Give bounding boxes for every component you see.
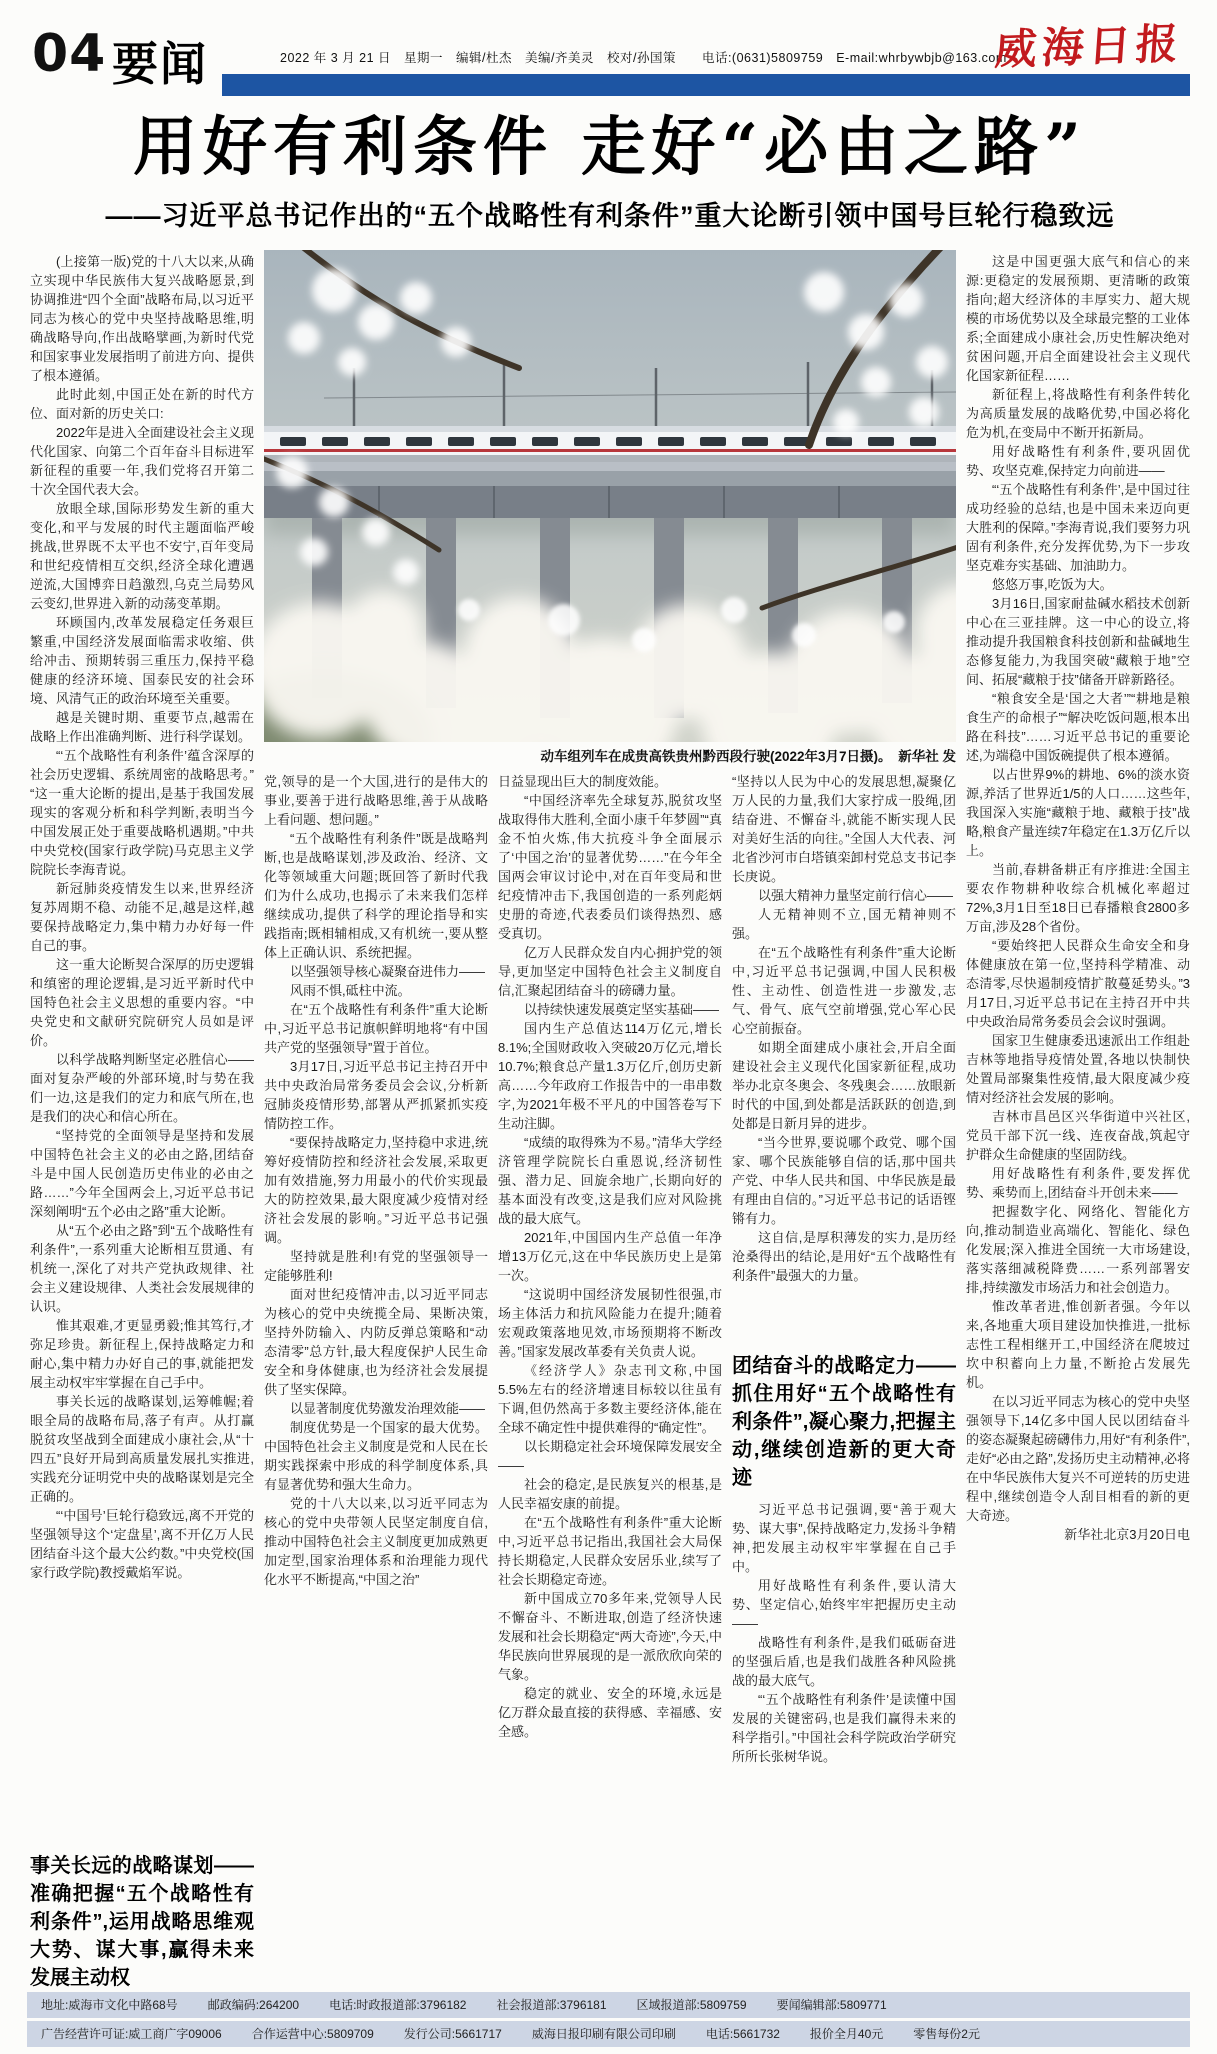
- footer-item: 社会报道部:3796181: [496, 1998, 607, 2012]
- section-heading-2: 团结奋斗的战略定力——抓住用好“五个战略性有利条件”,凝心聚力,把握主动,继续创造新的更大奇迹: [732, 1355, 956, 1489]
- paragraph: 面对世纪疫情冲击,以习近平同志为核心的党中央统揽全局、果断决策,坚持外防输入、内防反弹总策略和“动态清零”总方针,最大程度保护人民生命安全和身体健康,也为经济社会发展提供了坚实保障。: [264, 1287, 488, 1397]
- paragraph: 社会的稳定,是民族复兴的根基,是人民幸福安康的前提。: [498, 1477, 722, 1511]
- header-divider-bar: [222, 74, 1190, 96]
- column-5-text: [966, 252, 1190, 1544]
- paragraph: 在“五个战略性有利条件”重大论断中,习近平总书记旗帜鲜明地将“有中国共产党的坚强领导”置于首位。: [264, 1002, 488, 1055]
- paragraph: 3月16日,国家耐盐碱水稻技术创新中心在三亚挂牌。这一中心的设立,将推动提升我国粮食科技创新和盐碱地生态修复能力,为我国突破“藏粮于地”空间、拓展“藏粮于技”储备开辟新路径。: [966, 596, 1190, 687]
- paragraph: 这自信,是厚积薄发的实力,是历经沧桑得出的结论,是用好“五个战略性有利条件”最强大的力量。: [732, 1230, 956, 1283]
- footer-row-2: [27, 2021, 1190, 2047]
- column-4-bottom-text: [732, 1500, 956, 1766]
- paragraph: “当今世界,要说哪个政党、哪个国家、哪个民族能够自信的话,那中国共产党、中华人民共和国、中华民族是最有理由自信的。”习近平总书记的话语铿锵有力。: [732, 1135, 956, 1226]
- footer-item: 要闻编辑部:5809771: [776, 1998, 887, 2012]
- footer-item: 广告经营许可证:威工商广字09006: [41, 2027, 222, 2041]
- paragraph: 风雨不惧,砥柱中流。: [290, 983, 411, 998]
- paragraph: 在“五个战略性有利条件”重大论断中,习近平总书记强调,中国人民积极性、主动性、创造性进一步激发,志气、骨气、底气空前增强,党心军心民心空前振奋。: [732, 945, 956, 1036]
- footer-item: 电话:5661732: [705, 2027, 780, 2041]
- paragraph: 以长期稳定社会环境保障发展安全——: [498, 1439, 722, 1473]
- paragraph: “五个战略性有利条件”既是战略判断,也是战略谋划,涉及政治、经济、文化等领域重大问题;既回答了新时代我们为什么成功,也揭示了未来我们怎样继续成功,提供了科学的理论指导和实践指南;既相辅相成,又有机统一,要从整体上正确认识、系统把握。: [264, 831, 488, 960]
- paragraph: 《经济学人》杂志刊文称,中国5.5%左右的经济增速目标较以往虽有下调,但仍然高于多数主要经济体,能在全球不确定性中提供难得的“确定性”。: [498, 1363, 722, 1435]
- paragraph: 新中国成立70多年来,党领导人民不懈奋斗、不断进取,创造了经济快速发展和社会长期稳定“两大奇迹”,今天,中华民族向世界展现的是一派欣欣向荣的气象。: [498, 1591, 722, 1682]
- column-1-text: [30, 252, 254, 1842]
- paragraph: 新征程上,将战略性有利条件转化为高质量发展的战略优势,中国必将化危为机,在变局中不断开拓新局。: [966, 387, 1190, 440]
- paragraph: 2022年是进入全面建设社会主义现代化国家、向第二个百年奋斗目标进军新征程的重要一年,我们党将召开第二十次全国代表大会。: [30, 425, 254, 497]
- train-blossom-photo: [264, 250, 956, 742]
- paragraph: “粮食安全是‘国之大者’”“耕地是粮食生产的命根子”“解决吃饭问题,根本出路在科技”……习近平总书记的重要论述,为端稳中国饭碗提供了根本遵循。: [966, 691, 1190, 763]
- paragraph: 惟改革者进,惟创新者强。今年以来,各地重大项目建设加快推进,一批标志性工程相继开工,中国经济在爬坡过坎中积蓄向上力量,不断抢占发展先机。: [966, 1299, 1190, 1390]
- masthead-logo: 威海日报: [993, 18, 1185, 75]
- paragraph: 以占世界9%的耕地、6%的淡水资源,养活了世界近1/5的人口……这些年,我国深入实施“藏粮于地、藏粮于技”战略,粮食产量连续7年稳定在1.3万亿斤以上。: [966, 767, 1190, 858]
- paragraph: 党,领导的是一个大国,进行的是伟大的事业,要善于进行战略思维,善于从战略上看问题、想问题。”: [264, 774, 488, 827]
- paragraph: 惟其艰难,才更显勇毅;惟其笃行,才弥足珍贵。新征程上,保持战略定力和耐心,集中精力办好自己的事,就能把发展主动权牢牢掌握在自己手中。: [30, 1318, 254, 1390]
- paragraph: 在以习近平同志为核心的党中央坚强领导下,14亿多中国人民以团结奋斗的姿态凝聚起磅礴伟力,用好“有利条件”,走好“必由之路”,发扬历史主动精神,必将在中华民族伟大复兴不可逆转的历史进程中,继续创造令人刮目相看的新的更大奇迹。: [966, 1394, 1190, 1523]
- footer-item: 区域报道部:5809759: [636, 1998, 747, 2012]
- footer-item: 发行公司:5661717: [403, 2027, 502, 2041]
- footer-item: 地址:威海市文化中路68号: [41, 1998, 178, 2012]
- paragraph: 在“五个战略性有利条件”重大论断中,习近平总书记指出,我国社会大局保持长期稳定,人民群众安居乐业,续写了社会长期稳定奇迹。: [498, 1515, 722, 1587]
- paragraph: “要保持战略定力,坚持稳中求进,统筹好疫情防控和经济社会发展,采取更加有效措施,努力用最小的代价实现最大的防控效果,最大限度减少疫情对经济社会发展的影响。”习近平总书记强调。: [264, 1135, 488, 1245]
- paragraph: 以科学战略判断坚定必胜信心——面对复杂严峻的外部环境,时与势在我们一边,这是我们的定力和底气所在,也是我们的决心和信心所在。: [30, 1052, 254, 1124]
- article-column-4: [732, 772, 956, 1988]
- section-heading-1: 事关长远的战略谋划——准确把握“五个战略性有利条件”,运用战略思维观大势、谋大事,赢得未来发展主动权: [30, 1855, 254, 1988]
- article-headline: 用好有利条件 走好“必由之路”: [133, 110, 1087, 185]
- paragraph: (上接第一版)党的十八大以来,从确立实现中华民族伟大复兴战略愿景,到协调推进“四个全面”战略布局,以习近平同志为核心的党中央坚持战略思维,明确战略导向,作出战略擘画,为新时代党和国家事业发展指明了前进方向、提供了根本遵循。: [30, 254, 254, 383]
- footer-item: 报价全月40元: [809, 2027, 884, 2041]
- section-title: 要闻: [112, 38, 208, 90]
- footer-item: 合作运营中心:5809709: [251, 2027, 374, 2041]
- paragraph: 稳定的就业、安全的环境,永远是亿万群众最直接的获得感、幸福感、安全感。: [498, 1686, 722, 1739]
- paragraph: “要始终把人民群众生命安全和身体健康放在第一位,坚持科学精准、动态清零,尽快遏制疫情扩散蔓延势头。”3月17日,习近平总书记在主持召开中共中央政治局常务委员会会议时强调。: [966, 938, 1190, 1029]
- article-photo: [264, 250, 956, 742]
- paragraph: 新华社北京3月20日电: [1064, 1527, 1190, 1542]
- paragraph: 国家卫生健康委迅速派出工作组赴吉林等地指导疫情处置,各地以快制快处置局部聚集性疫情,最大限度减少疫情对经济社会发展的影响。: [966, 1033, 1190, 1105]
- paragraph: “‘五个战略性有利条件’蕴含深厚的社会历史逻辑、系统周密的战略思考。”“这一重大论断的提出,是基于我国发展现实的客观分析和科学判断,表明当今中国发展正处于重要战略机遇期。”中共中央党校(国家行政学院)马克思主义学院院长李海青说。: [30, 748, 254, 877]
- paragraph: “‘五个战略性有利条件’,是中国过往成功经验的总结,也是中国未来迈向更大胜利的保障。”李海青说,我们要努力巩固有利条件,充分发挥优势,为下一步攻坚克难夯实基础、加油助力。: [966, 482, 1190, 573]
- paragraph: 新冠肺炎疫情发生以来,世界经济复苏周期不稳、动能不足,越是这样,越要保持战略定力,集中精力办好每一件自己的事。: [30, 881, 254, 953]
- paragraph: 坚持就是胜利!有党的坚强领导一定能够胜利!: [264, 1249, 488, 1283]
- paragraph: 制度优势是一个国家的最大优势。中国特色社会主义制度是党和人民在长期实践探索中形成的科学制度体系,具有显著优势和强大生命力。: [264, 1420, 488, 1492]
- paragraph: 以强大精神力量坚定前行信心——: [758, 888, 954, 903]
- paragraph: 人无精神则不立,国无精神则不强。: [732, 907, 956, 941]
- paragraph: “这说明中国经济发展韧性很强,市场主体活力和抗风险能力在提升;随着宏观政策落地见效,市场预期将不断改善。”国家发展改革委有关负责人说。: [498, 1287, 722, 1359]
- article-column-5: [966, 252, 1190, 1988]
- paragraph: 亿万人民群众发自内心拥护党的领导,更加坚定中国特色社会主义制度自信,汇聚起团结奋斗的磅礴力量。: [498, 945, 722, 998]
- footer-item: 威海日报印刷有限公司印刷: [531, 2027, 676, 2041]
- paragraph: 国内生产总值达114万亿元,增长8.1%;全国财政收入突破20万亿元,增长10.7%;粮食总产量1.3万亿斤,创历史新高……今年政府工作报告中的一串串数字,为2021年极不平凡的中国答卷写下生动注脚。: [498, 1021, 722, 1131]
- paragraph: 如期全面建成小康社会,开启全面建设社会主义现代化国家新征程,成功举办北京冬奥会、冬残奥会……放眼新时代的中国,到处都是活跃跃的创造,到处都是日新月异的进步。: [732, 1040, 956, 1131]
- footer-row-1: [27, 1992, 1190, 2018]
- paragraph: 以显著制度优势激发治理效能——: [290, 1401, 486, 1416]
- paragraph: 用好战略性有利条件,要认清大势、坚定信心,始终牢牢把握历史主动——: [732, 1578, 956, 1631]
- paragraph: 日益显现出巨大的制度效能。: [498, 774, 668, 789]
- column-3-text: [498, 772, 722, 1741]
- paragraph: 环顾国内,改革发展稳定任务艰巨繁重,中国经济发展面临需求收缩、供给冲击、预期转弱三重压力,保持平稳健康的经济环境、国泰民安的社会环境、风清气正的政治环境至关重要。: [30, 615, 254, 706]
- article-column-1: [30, 252, 254, 1988]
- column-4-top-text: [732, 772, 956, 1342]
- column-2-text: [264, 772, 488, 1589]
- article-subheadline: ——习近平总书记作出的“五个战略性有利条件”重大论断引领中国号巨轮行稳致远: [105, 201, 1115, 231]
- paragraph: 习近平总书记强调,要“善于观大势、谋大事”,保持战略定力,发扬斗争精神,把发展主动权牢牢掌握在自己手中。: [732, 1502, 956, 1574]
- paragraph: “成绩的取得殊为不易。”清华大学经济管理学院院长白重恩说,经济韧性强、潜力足、回旋余地广,长期向好的基本面没有改变,这是我们应对风险挑战的最大底气。: [498, 1135, 722, 1226]
- paragraph: 悠悠万事,吃饭为大。: [992, 577, 1113, 592]
- paragraph: 以坚强领导核心凝聚奋进伟力——: [290, 964, 486, 979]
- paragraph: “坚持以人民为中心的发展思想,凝聚亿万人民的力量,我们大家拧成一股绳,团结奋进、不懈奋斗,就能不断实现人民对美好生活的向往。”全国人大代表、河北省沙河市白塔镇栾卸村党总支书记李长庚说。: [732, 774, 956, 884]
- footer-item: 零售每份2元: [913, 2027, 980, 2041]
- paragraph: 放眼全球,国际形势发生新的重大变化,和平与发展的时代主题面临严峻挑战,世界既不太平也不安宁,百年变局和世纪疫情相互交织,经济全球化遭遇逆流,大国博弈日趋激烈,乌克兰局势风云变幻,世界进入新的动荡变革期。: [30, 501, 254, 611]
- article-column-3: [498, 772, 722, 1988]
- paragraph: 2021年,中国国内生产总值一年净增13万亿元,这在中华民族历史上是第一次。: [498, 1230, 722, 1283]
- header-meta: 2022 年 3 月 21 日 星期一 编辑/杜杰 美编/齐美灵 校对/孙国策 电话:(0631)5809759 E-mail:whrbywbjb@163.com: [280, 51, 1007, 65]
- paragraph: 这是中国更强大底气和信心的来源:更稳定的发展预期、更清晰的政策指向;超大经济体的丰厚实力、超大规模的市场优势以及全球最完整的工业体系;全面建成小康社会,历史性解决绝对贫困问题,开启全面建设社会主义现代化国家新征程……: [966, 254, 1190, 383]
- paragraph: “坚持党的全面领导是坚持和发展中国特色社会主义的必由之路,团结奋斗是中国人民创造历史伟业的必由之路……”今年全国两会上,习近平总书记深刻阐明“五个必由之路”重大论断。: [30, 1128, 254, 1219]
- paragraph: 用好战略性有利条件,要巩固优势、攻坚克难,保持定力向前进——: [966, 444, 1190, 478]
- paragraph: “中国经济率先全球复苏,脱贫攻坚战取得伟大胜利,全面小康千年梦圆”“真金不怕火炼,伟大抗疫斗争全面展示了‘中国之治’的显著优势……”在今年全国两会审议讨论中,对在百年变局和世纪疫情冲击下,我国创造的一系列彪炳史册的奇迹,代表委员们谈得热烈、感受真切。: [498, 793, 722, 941]
- paragraph: 当前,春耕备耕正有序推进:全国主要农作物耕种收综合机械化率超过72%,3月1日至18日已春播粮食2800多万亩,涉及28个省份。: [966, 862, 1190, 934]
- paragraph: 党的十八大以来,以习近平同志为核心的党中央带领人民坚定制度自信,推动中国特色社会主义制度更加成熟更加定型,国家治理体系和治理能力现代化水平不断提高,“中国之治”: [264, 1496, 488, 1587]
- article-column-2: [264, 772, 488, 1988]
- paragraph: 从“五个必由之路”到“五个战略性有利条件”,一系列重大论断相互贯通、有机统一,深化了对共产党执政规律、社会主义建设规律、人类社会发展规律的认识。: [30, 1223, 254, 1314]
- paragraph: “‘中国号’巨轮行稳致远,离不开党的坚强领导这个‘定盘星’,离不开亿万人民团结奋斗这个最大公约数。”中央党校(国家行政学院)教授戴焰军说。: [30, 1508, 254, 1580]
- paragraph: 吉林市昌邑区兴华街道中兴社区,党员干部下沉一线、连夜奋战,筑起守护群众生命健康的坚固防线。: [966, 1109, 1190, 1162]
- paragraph: 战略性有利条件,是我们砥砺奋进的坚强后盾,也是我们战胜各种风险挑战的最大底气。: [732, 1635, 956, 1688]
- paragraph: 用好战略性有利条件,要发挥优势、乘势而上,团结奋斗开创未来——: [966, 1166, 1190, 1200]
- paragraph: 3月17日,习近平总书记主持召开中共中央政治局常务委员会会议,分析新冠肺炎疫情形势,部署从严抓紧抓实疫情防控工作。: [264, 1059, 488, 1131]
- photo-caption: 动车组列车在成贵高铁贵州黔西段行驶(2022年3月7日摄)。 新华社 发: [540, 749, 956, 764]
- paragraph: 事关长远的战略谋划,运筹帷幄;着眼全局的战略布局,落子有声。从打赢脱贫攻坚战到全面建成小康社会,从“十四五”良好开局到高质量发展扎实推进,实践充分证明党中央的战略谋划是完全正确的。: [30, 1394, 254, 1504]
- paragraph: 把握数字化、网络化、智能化方向,推动制造业高端化、智能化、绿色化发展;深入推进全国统一大市场建设,落实落细减税降费……一系列部署安排,持续激发市场活力和社会创造力。: [966, 1204, 1190, 1295]
- paragraph: 此时此刻,中国正处在新的时代方位、面对新的历史关口:: [30, 387, 254, 421]
- footer-item: 邮政编码:264200: [207, 1998, 300, 2012]
- paragraph: 以持续快速发展奠定坚实基础——: [524, 1002, 720, 1017]
- page-footer: [27, 1992, 1190, 2050]
- paragraph: 这一重大论断契合深厚的历史逻辑和缜密的理论逻辑,是习近平新时代中国特色社会主义思想的重要内容。“中央党史和文献研究院研究人员如是评价。: [30, 957, 254, 1048]
- paragraph: 越是关键时期、重要节点,越需在战略上作出准确判断、进行科学谋划。: [30, 710, 254, 744]
- footer-item: 电话:时政报道部:3796182: [329, 1998, 467, 2012]
- paragraph: “‘五个战略性有利条件’是读懂中国发展的关键密码,也是我们赢得未来的科学指引。”中国社会科学院政治学研究所所长张树华说。: [732, 1692, 956, 1764]
- page-number: 04: [32, 24, 107, 84]
